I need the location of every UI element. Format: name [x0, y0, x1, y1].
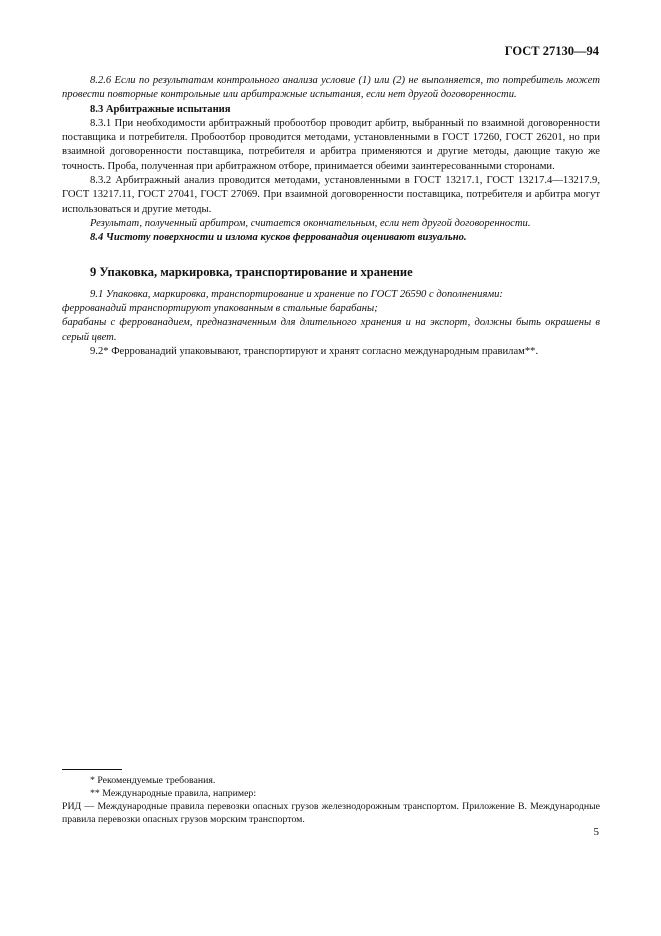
page-number: 5: [593, 826, 599, 838]
paragraph-9-1: 9.1 Упаковка, маркировка, транспортирование и хранение по ГОСТ 26590 с дополнениями:: [90, 288, 503, 300]
paragraph-9-1-item-b: барабаны с феррованадием, предназначенным для длительного хранения и на экспорт, должны быть окрашены в серый цвет.: [62, 317, 600, 343]
footnotes: [62, 769, 600, 826]
paragraph-8-2-6: 8.2.6 Если по результатам контрольного анализа условие (1) или (2) не выполняется, то потребитель может провести повторные контрольные или арбитражные испытания, если нет другой договоренности.: [62, 75, 600, 101]
footnote-divider: [62, 769, 122, 770]
footnote-2: ** Международные правила, например:: [90, 788, 257, 799]
section-heading-9: 9 Упаковка, маркировка, транспортирование и хранение: [90, 264, 413, 279]
paragraph-arbiter-result: Результат, полученный арбитром, считается окончательным, если нет другой договоренности.: [90, 217, 531, 229]
paragraph-8-3-2: 8.3.2 Арбитражный анализ проводится методами, установленными в ГОСТ 13217.1, ГОСТ 13217.4—13217.9, ГОСТ 13217.11, ГОСТ 27041, ГОСТ 27069. При взаимной договоренности поставщика, потребителя и арбитра могут использоваться и другие методы.: [62, 175, 600, 215]
paragraph-8-4: 8.4 Чистоту поверхности и излома кусков феррованадия оценивают визуально.: [90, 232, 467, 244]
document-body: [62, 74, 600, 359]
paragraph-8-3-1: 8.3.1 При необходимости арбитражный пробоотбор проводит арбитр, выбранный по взаимной договоренности поставщика и потребителя. Пробоотбор проводится методами, установленными в ГОСТ 17260, ГОСТ 26201, но при взаимной договоренности поставщика, потребителя и арбитра применяются и другие методы, дающие такую же точность. Проба, полученная при арбитражном отборе, принимается обеими заинтересованными сторонами.: [62, 117, 600, 172]
paragraph-9-2: 9.2* Феррованадий упаковывают, транспортируют и хранят согласно международным правилам**.: [90, 346, 539, 358]
footnote-1: * Рекомендуемые требования.: [90, 775, 216, 786]
heading-8-3: 8.3 Арбитражные испытания: [90, 103, 231, 115]
document-header: ГОСТ 27130—94: [504, 44, 599, 58]
paragraph-9-1-item-a: феррованадий транспортируют упакованным в стальные барабаны;: [62, 303, 378, 315]
footnote-3: РИД — Международные правила перевозки опасных грузов железнодорожным транспортом. Приложение В. Международные правила перевозки опасных грузов морским транспортом.: [62, 801, 600, 825]
